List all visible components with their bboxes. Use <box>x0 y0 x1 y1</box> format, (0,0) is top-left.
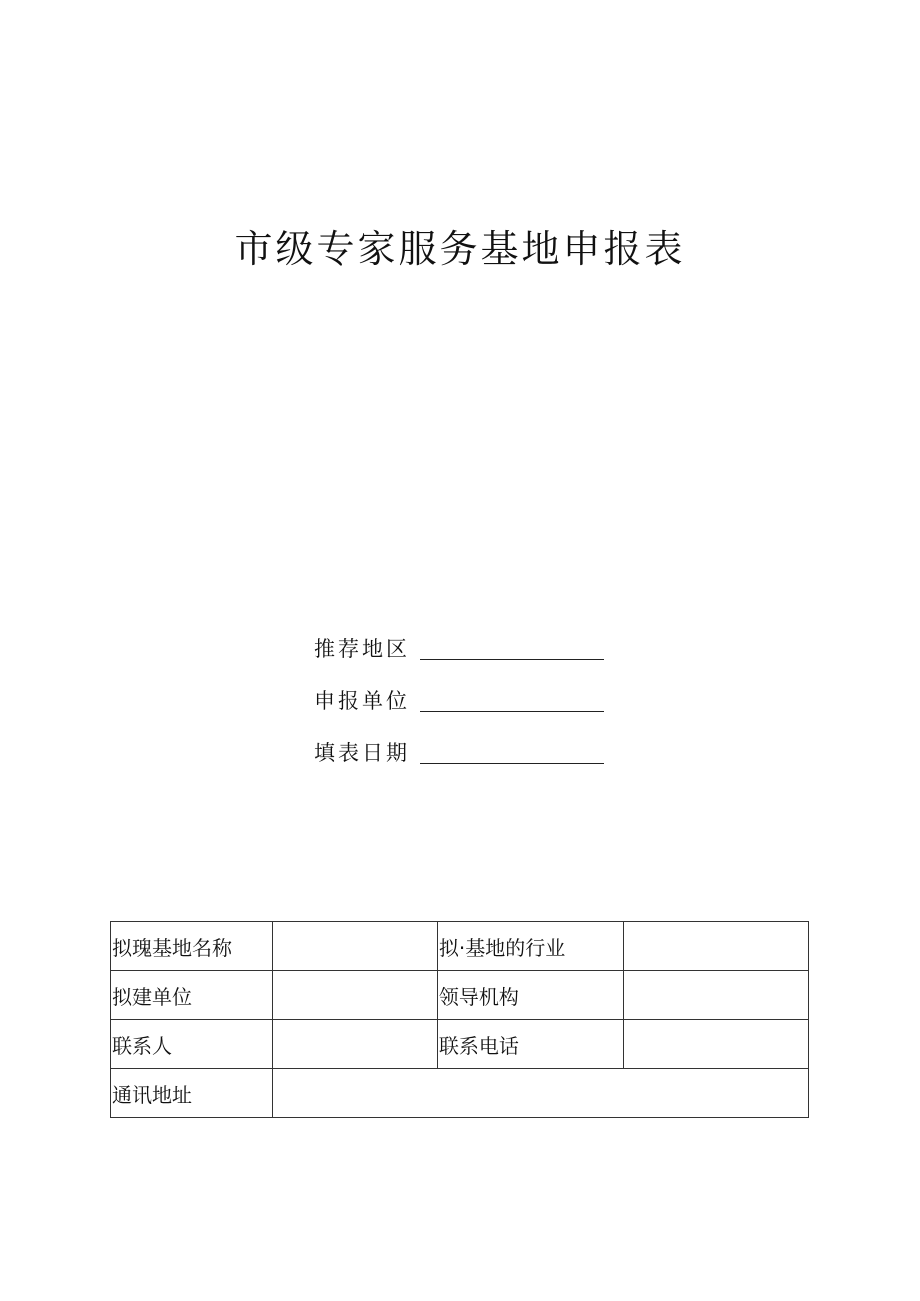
info-row-date <box>314 736 614 770</box>
info-label-date: 填表日期 <box>314 741 410 765</box>
info-label-region: 推荐地区 <box>314 637 410 661</box>
cell-value-base-name[interactable] <box>273 922 437 971</box>
table-row <box>111 1069 809 1118</box>
cell-value-build-unit[interactable] <box>273 971 437 1020</box>
cell-value-address[interactable] <box>273 1069 809 1118</box>
info-label-unit: 申报单位 <box>314 689 410 713</box>
table-row <box>111 971 809 1020</box>
cell-value-contact-person[interactable] <box>273 1020 437 1069</box>
application-form-table <box>110 921 809 1118</box>
info-blank-region[interactable] <box>420 658 604 660</box>
cell-value-leading-org[interactable] <box>624 971 809 1020</box>
cell-label-contact-phone: 联系电话 <box>437 1020 624 1069</box>
info-row-region <box>314 632 614 666</box>
cell-label-base-name: 拟瑰基地名称 <box>111 922 273 971</box>
cell-label-contact-person: 联系人 <box>111 1020 273 1069</box>
info-blank-unit[interactable] <box>420 710 604 712</box>
cell-label-address: 通讯地址 <box>111 1069 273 1118</box>
cell-label-industry: 拟·基地的行业 <box>437 922 624 971</box>
table-row <box>111 922 809 971</box>
cell-label-leading-org: 领导机构 <box>437 971 624 1020</box>
document-title: 市级专家服务基地申报表 <box>234 227 686 271</box>
cell-label-build-unit: 拟建单位 <box>111 971 273 1020</box>
info-row-unit <box>314 684 614 718</box>
cell-value-industry[interactable] <box>624 922 809 971</box>
table-row <box>111 1020 809 1069</box>
info-block <box>314 632 614 788</box>
cell-value-contact-phone[interactable] <box>624 1020 809 1069</box>
info-blank-date[interactable] <box>420 762 604 764</box>
